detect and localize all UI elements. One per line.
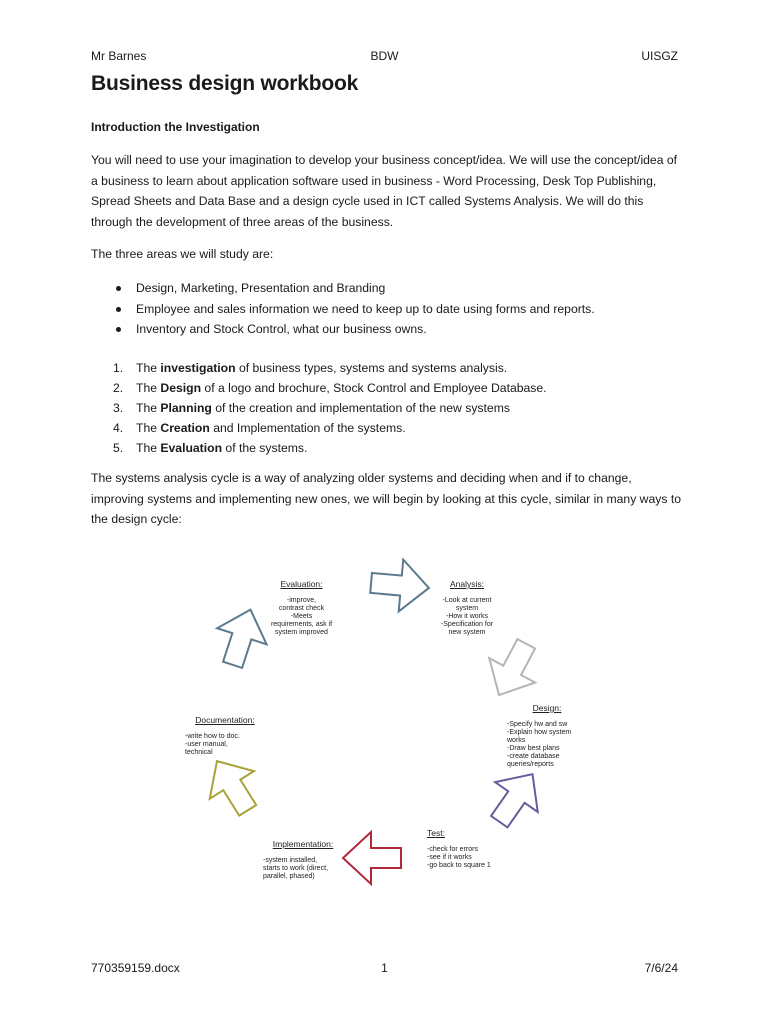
footer-date: 7/6/24 (644, 961, 678, 975)
areas-intro: The three areas we will study are: (91, 247, 274, 261)
intro-paragraph: You will need to use your imagination to develop your business concept/idea. We will use the concept/idea of a business to learn about application software used in business - Word Processing, Desk Top Publishing, Spread Sheets and Data Base and a design cycle used in ICT called Systems Analysis. We will do this through the development of three areas of the business. (91, 153, 678, 229)
evaluation-label: Evaluation: -improve, contrast check -Meets requirements, ask if system improved (270, 579, 333, 636)
arrow-bottom (343, 832, 401, 884)
documentation-label: Documentation: -write how to doc. -user manual, technical (185, 715, 255, 756)
test-label: Test: -check for errors -see if it works -go back to square 1 (427, 828, 491, 869)
list-item: Design, Marketing, Presentation and Branding (91, 278, 681, 299)
list-item: 2. The Design of a logo and brochure, Stock Control and Employee Database. (113, 381, 547, 395)
header-course: BDW (370, 49, 399, 63)
implementation-label: Implementation: -system installed, starts to work (direct, parallel, phased) (263, 839, 334, 880)
header-school: UISGZ (641, 49, 678, 63)
arrow-top (369, 557, 431, 614)
list-item: Inventory and Stock Control, what our business owns. (91, 319, 681, 340)
list-item: Employee and sales information we need to keep up to date using forms and reports. (91, 299, 681, 320)
list-item: 3. The Planning of the creation and implementation of the new systems (113, 401, 510, 415)
areas-list (91, 278, 681, 340)
section-subtitle: Introduction the Investigation (91, 120, 260, 134)
list-item: 5. The Evaluation of the systems. (113, 441, 308, 455)
footer-page-number: 1 (381, 961, 388, 975)
steps-list (91, 358, 681, 458)
cycle-intro: The systems analysis cycle is a way of analyzing older systems and deciding when and if to change, improving systems and implementing new ones, we will begin by looking at this cycle, similar in many ways to the design cycle: (91, 471, 681, 526)
list-item: 4. The Creation and Implementation of the systems. (113, 421, 406, 435)
list-item: 1. The investigation of business types, systems and systems analysis. (113, 361, 508, 375)
systems-analysis-cycle-diagram (170, 540, 590, 900)
analysis-label: Analysis: -Look at current system -How it works -Specification for new system (440, 579, 494, 636)
design-label: Design: -Specify hw and sw -Explain how system works -Draw best plans -create database queries/reports (507, 703, 572, 768)
page-title: Business design workbook (91, 72, 359, 95)
header-author: Mr Barnes (91, 49, 147, 63)
footer-filename: 770359159.docx (91, 961, 180, 975)
